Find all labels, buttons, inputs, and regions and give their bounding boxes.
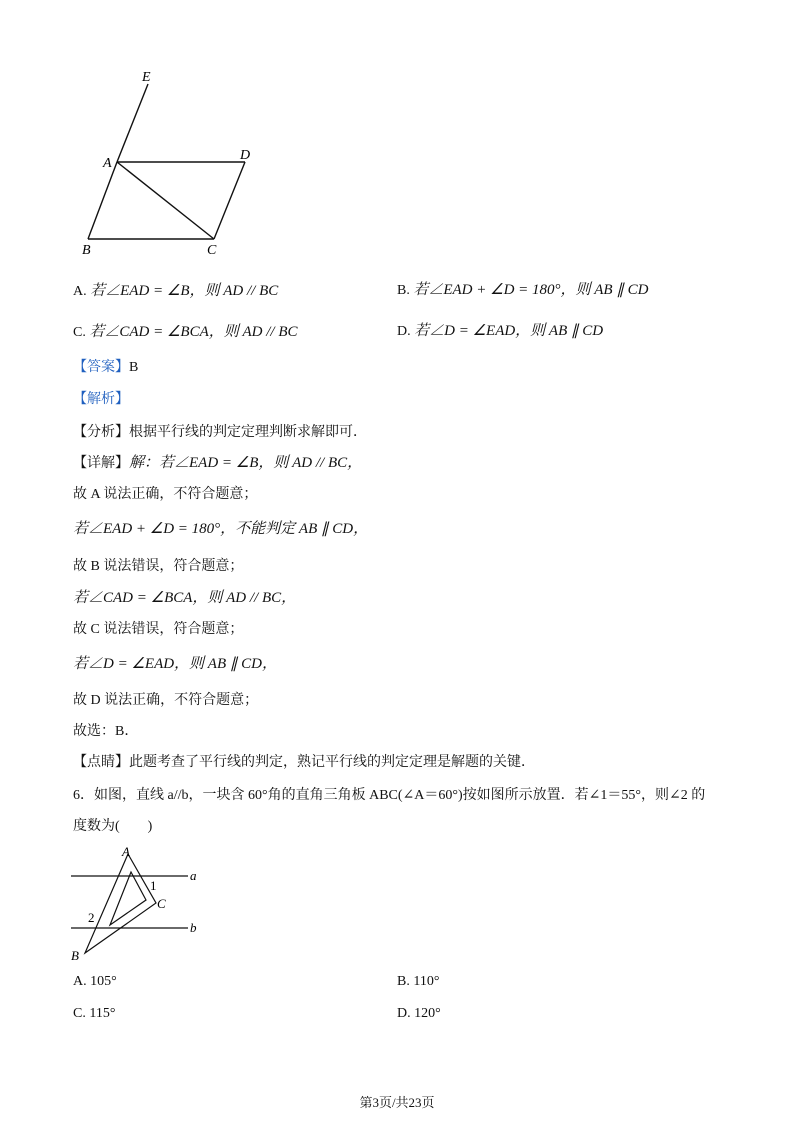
q5-option-d — [397, 322, 603, 341]
label-c: C — [207, 243, 217, 258]
option-c-letter: C. — [73, 325, 86, 340]
line-ac — [117, 162, 214, 239]
solution-line-7: 故 D 说法正确，不符合题意； — [73, 693, 259, 708]
figure-triangle-ruler — [68, 840, 208, 965]
option-a-cond: 若∠EAD = ∠B，则 AD // BC — [90, 283, 279, 299]
solution-line-1: 故 A 说法正确，不符合题意； — [73, 487, 258, 502]
q6-option-a: A. 105° — [73, 974, 117, 989]
option-c-cond: 若∠CAD = ∠BCA，则 AD // BC — [89, 324, 298, 340]
label-d: D — [240, 148, 251, 163]
dianjing-tag: 【点睛】 — [73, 755, 129, 770]
solution-line-4: 若∠CAD = ∠BCA，则 AD // BC， — [73, 590, 297, 606]
dianjing-line — [73, 754, 535, 772]
q6-stem-line-1: 6．如图，直线 a//b，一块含 60°角的直角三角板 ABC(∠A＝60°)按如图所示放置．若∠1＝55°，则∠2 的 — [73, 788, 706, 803]
solution-line-2: 若∠EAD + ∠D = 180°，不能判定 AB ∥ CD， — [73, 521, 369, 537]
line-cd — [214, 162, 245, 239]
q6-option-c: C. 115° — [73, 1006, 116, 1021]
answer-tag: 【答案】 — [73, 360, 129, 375]
line-ae — [117, 84, 148, 162]
xiangjie-tag: 【详解】 — [73, 456, 129, 471]
fenxi-tag: 【分析】 — [73, 425, 129, 440]
xiangjie-line — [73, 454, 362, 473]
option-d-cond: 若∠D = ∠EAD，则 AB ∥ CD — [414, 323, 604, 339]
solution-line-6: 若∠D = ∠EAD，则 AB ∥ CD， — [73, 656, 277, 672]
answer-line — [73, 359, 138, 377]
option-a-letter: A. — [73, 284, 87, 299]
fig2-label-angle-2: 2 — [88, 910, 95, 925]
fig2-label-a-vertex: A — [122, 844, 130, 859]
label-a: A — [103, 156, 112, 171]
analysis-tag: 【解析】 — [73, 392, 129, 407]
fenxi-text: 根据平行线的判定定理判断求解即可． — [129, 425, 367, 440]
q5-option-c — [73, 323, 298, 342]
option-b-cond: 若∠EAD + ∠D = 180°，则 AB ∥ CD — [413, 282, 649, 298]
q6-option-b: B. 110° — [397, 974, 440, 989]
fenxi-line — [73, 424, 367, 442]
q6-stem-line-2: 度数为( ) — [73, 819, 153, 834]
fig2-label-angle-1: 1 — [150, 878, 157, 893]
fig2-label-b-vertex: B — [71, 948, 79, 963]
fig2-label-line-b: b — [190, 920, 197, 935]
option-b-letter: B. — [397, 283, 410, 298]
triangle-inner — [110, 872, 146, 925]
solution-line-5: 故 C 说法错误，符合题意； — [73, 622, 244, 637]
answer-value: B — [129, 360, 139, 375]
figure-parallelogram — [70, 62, 270, 262]
triangle-outer — [85, 854, 156, 953]
q6-option-d: D. 120° — [397, 1006, 441, 1021]
xiangjie-text: 解：若∠EAD = ∠B，则 AD // BC， — [129, 455, 363, 471]
page-footer: 第3页/共23页 — [359, 1095, 435, 1110]
solution-line-8: 故选：B． — [73, 724, 139, 739]
option-d-letter: D. — [397, 324, 411, 339]
solution-line-3: 故 B 说法错误，符合题意； — [73, 559, 244, 574]
q5-option-b — [397, 281, 648, 300]
q5-option-a — [73, 282, 278, 301]
fig2-label-line-a: a — [190, 868, 197, 883]
fig2-label-c-vertex: C — [157, 896, 166, 911]
label-e: E — [142, 70, 151, 85]
dianjing-text: 此题考查了平行线的判定，熟记平行线的判定定理是解题的关键． — [129, 755, 535, 770]
label-b: B — [82, 243, 91, 258]
line-ab — [88, 162, 117, 239]
